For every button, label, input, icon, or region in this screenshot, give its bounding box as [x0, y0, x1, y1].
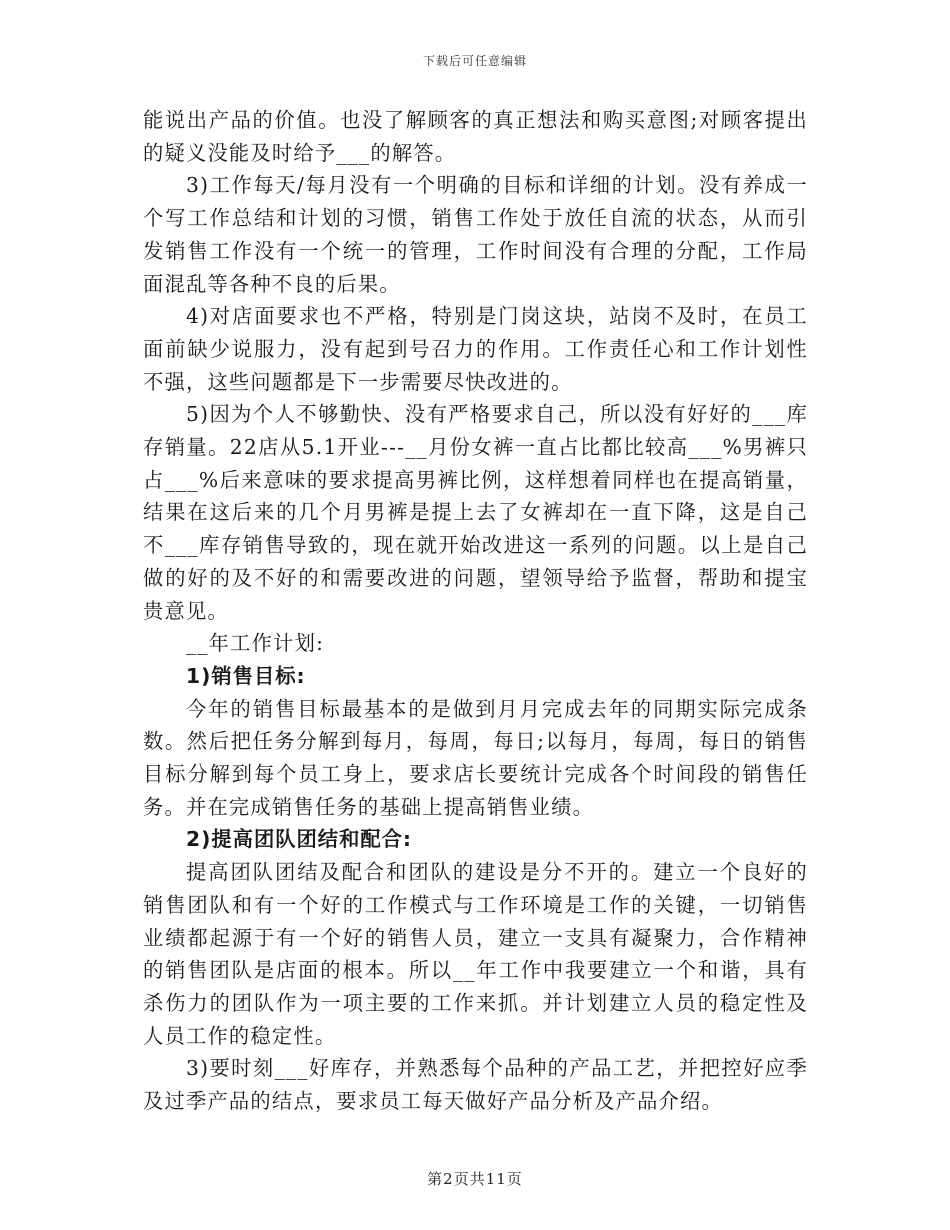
- section-title-work-plan: __年工作计划:: [186, 631, 325, 656]
- paragraph-item-3: 3)工作每天/每月没有一个明确的目标和详细的计划。没有养成一个写工作总结和计划的习惯，销售工作处于放任自流的状态，从而引发销售工作没有一个统一的管理，工作时间没有合理的分配，工作局面混乱等各种不良的后果。: [143, 173, 808, 296]
- paragraph-sales-target: 今年的销售目标最基本的是做到月月完成去年的同期实际完成条数。然后把任务分解到每月，每周，每日;以每月，每周，每日的销售目标分解到每个员工身上，要求店长要统计完成各个时间段的销售任务。并在完成销售任务的基础上提高销售业绩。: [143, 696, 808, 819]
- paragraph-team-unity: 提高团队团结及配合和团队的建设是分不开的。建立一个良好的销售团队和有一个好的工作模式与工作环境是工作的关键，一切销售业绩都起源于有一个好的销售人员，建立一支具有凝聚力，合作精神的销售团队是店面的根本。所以__年工作中我要建立一个和谐，具有杀伤力的团队作为一项主要的工作来抓。并计划建立人员的稳定性及人员工作的稳定性。: [143, 860, 808, 1048]
- paragraph-inventory: 3)要时刻___好库存，并熟悉每个品种的产品工艺，并把控好应季及过季产品的结点，要求员工每天做好产品分析及产品介绍。: [143, 1056, 808, 1114]
- paragraph-item-5: 5)因为个人不够勤快、没有严格要求自己，所以没有好好的___库存销量。22店从5.1开业---__月份女裤一直占比都比较高___%男裤只占___%后来意味的要求提高男裤比例，这样想着同样也在提高销量，结果在这后来的几个月男裤是提上去了女裤却在一直下降，这是自己不___库存销售导致的，现在就开始改进这一系列的问题。以上是自己做的好的及不好的和需要改进的问题，望领导给予监督，帮助和提宝贵意见。: [143, 402, 808, 623]
- page-number-footer: 第2页共11页: [427, 1170, 523, 1188]
- document-body: [143, 104, 808, 1118]
- page-header: 下载后可任意编辑: [422, 54, 527, 68]
- paragraph-continuation: 能说出产品的价值。也没了解顾客的真正想法和购买意图;对顾客提出的疑义没能及时给予___的解答。: [143, 108, 808, 165]
- paragraph-item-4: 4)对店面要求也不严格，特别是门岗这块，站岗不及时，在员工面前缺少说服力，没有起到号召力的作用。工作责任心和工作计划性不强，这些问题都是下一步需要尽快改进的。: [143, 304, 808, 394]
- heading-team-unity: 2)提高团队团结和配合:: [186, 827, 413, 852]
- heading-sales-target: 1)销售目标:: [186, 663, 306, 688]
